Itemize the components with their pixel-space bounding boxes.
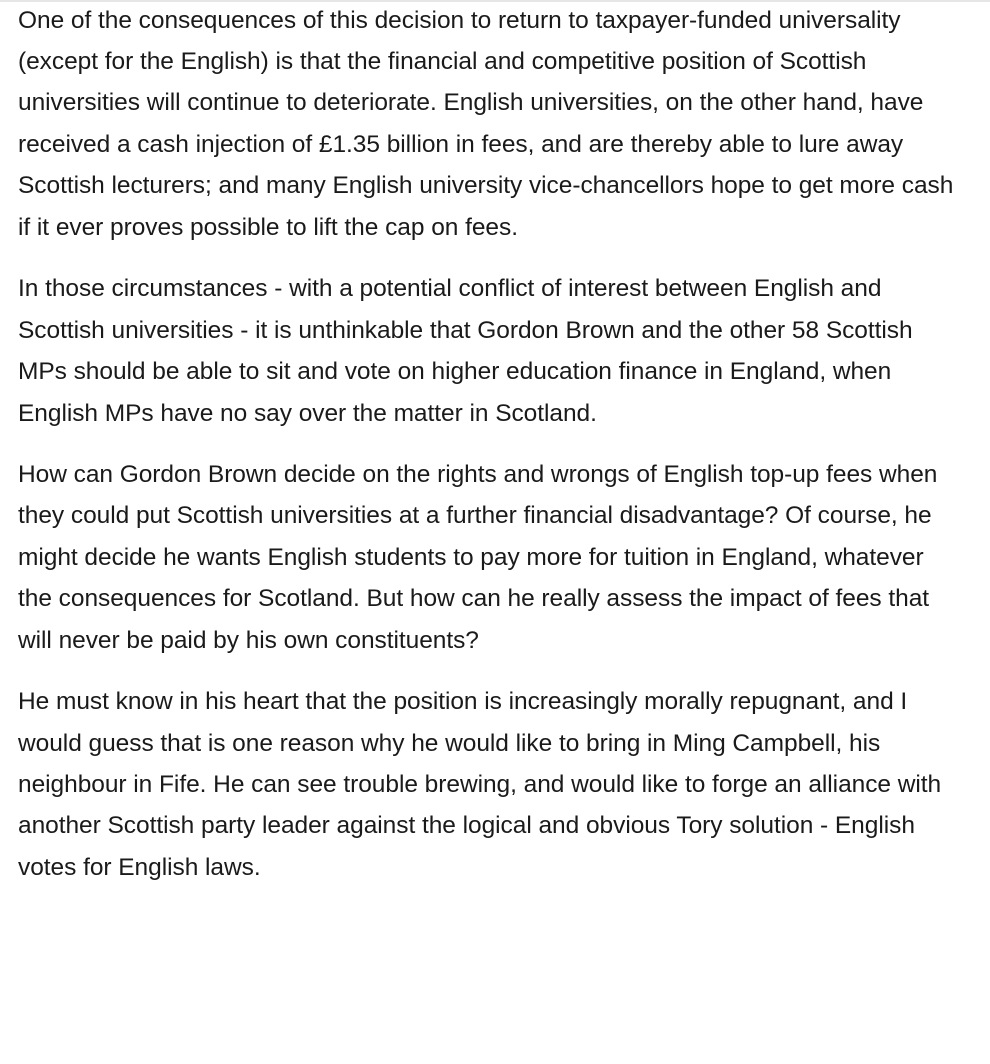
article-paragraph-3: How can Gordon Brown decide on the rights and wrongs of English top-up fees when they could put Scottish universities at a further financial disadvantage? Of course, he might decide he wants English students to pay more for tuition in England, whatever the consequences for Scotland. But how can he really assess the impact of fees that will never be paid by his own constituents?: [18, 461, 938, 654]
article-body: [18, 0, 958, 908]
article-paragraph-4: He must know in his heart that the position is increasingly morally repugnant, and I would guess that is one reason why he would like to bring in Ming Campbell, his neighbour in Fife. He can see trouble brewing, and would like to forge an alliance with another Scottish party leader against the logical and obvious Tory solution - English votes for English laws.: [18, 688, 942, 881]
article-paragraph-2: In those circumstances - with a potential conflict of interest between English and Scottish universities - it is unthinkable that Gordon Brown and the other 58 Scottish MPs should be able to sit and vote on higher education finance in England, when English MPs have no say over the matter in Scotland.: [18, 275, 913, 427]
article-paragraph-1: One of the consequences of this decision to return to taxpayer-funded universality (except for the English) is that the financial and competitive position of Scottish universities will continue to deteriorate. English universities, on the other hand, have received a cash injection of £1.35 billion in fees, and are thereby able to lure away Scottish lecturers; and many English university vice-chancellors hope to get more cash if it ever proves possible to lift the cap on fees.: [18, 6, 954, 241]
